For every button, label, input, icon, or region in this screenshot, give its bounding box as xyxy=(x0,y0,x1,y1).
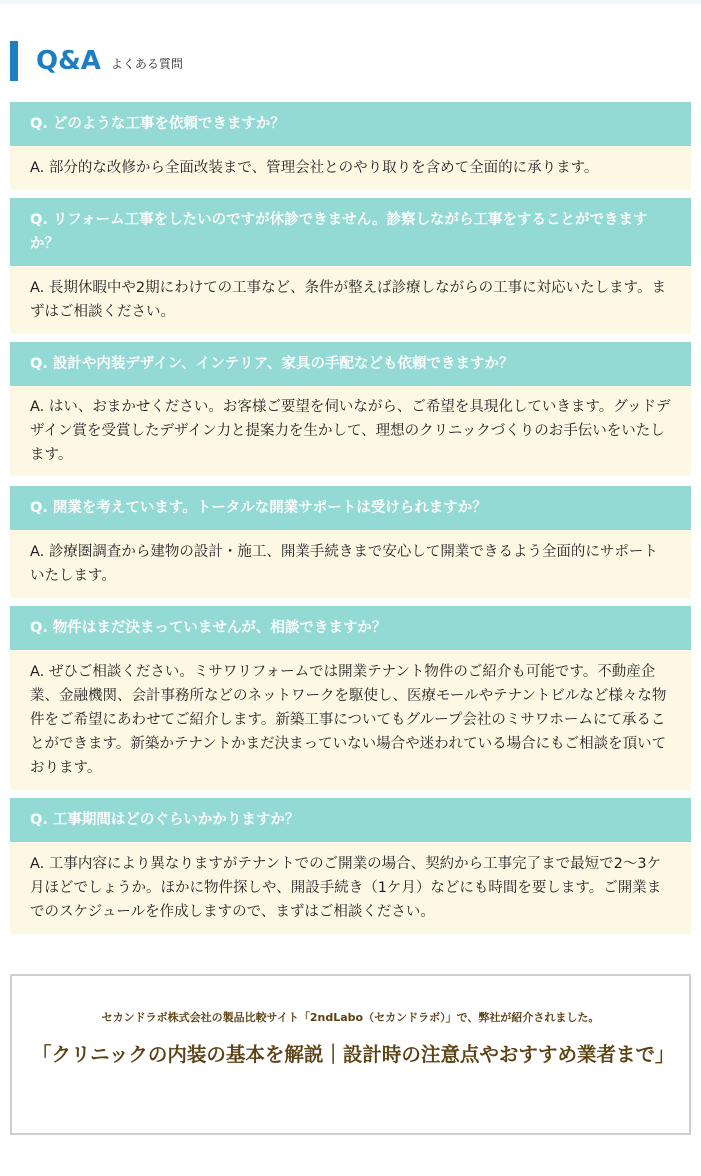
media-feature-box xyxy=(10,974,691,1135)
faq-item xyxy=(10,102,691,190)
faq-answer: A. はい、おまかせください。お客様ご要望を伺いながら、ご希望を具現化していきます。グッドデザイン賞を受賞したデザイン力と提案力を生かして、理想のクリニックづくりのお手伝いをいたします。 xyxy=(10,386,691,476)
heading-accent-bar xyxy=(10,41,18,81)
faq-question: Q. 設計や内装デザイン、インテリア、家具の手配なども依頼できますか？ xyxy=(10,342,691,386)
section-heading xyxy=(10,41,183,81)
faq-answer: A. ぜひご相談ください。ミサワリフォームでは開業テナント物件のご紹介も可能です。不動産企業、金融機関、会計事務所などのネットワークを駆使し、医療モールやテナントビルなど様々な物件をご希望にあわせてご紹介します。新築工事についてもグループ会社のミサワホームにて承ることができます。新築かテナントかまだ決まっていない場合や迷われている場合にもご相談を頂いております。 xyxy=(10,650,691,790)
faq-answer: A. 長期休暇中や2期にわけての工事など、条件が整えば診療しながらの工事に対応いたします。まずはご相談ください。 xyxy=(10,266,691,334)
faq-question: Q. 物件はまだ決まっていませんが、相談できますか？ xyxy=(10,606,691,650)
top-divider xyxy=(0,0,701,4)
faq-item xyxy=(10,606,691,790)
media-feature-link[interactable]: 「クリニックの内装の基本を解説｜設計時の注意点やおすすめ業者まで」 xyxy=(32,1043,675,1066)
faq-item xyxy=(10,798,691,934)
faq-question: Q. リフォーム工事をしたいのですが休診できません。診察しながら工事をすることができますか？ xyxy=(10,198,691,266)
faq-answer: A. 部分的な改修から全面改装まで、管理会社とのやり取りを含めて全面的に承ります。 xyxy=(10,146,691,190)
section-subtitle: よくある質問 xyxy=(110,56,183,71)
faq-question: Q. 開業を考えています。トータルな開業サポートは受けられますか？ xyxy=(10,486,691,530)
section-title: Q&A xyxy=(36,46,101,76)
faq-answer: A. 診療圏調査から建物の設計・施工、開業手続きまで安心して開業できるよう全面的にサポートいたします。 xyxy=(10,530,691,598)
faq-question: Q. どのような工事を依頼できますか？ xyxy=(10,102,691,146)
faq-item xyxy=(10,342,691,476)
faq-answer: A. 工事内容により異なりますがテナントでのご開業の場合、契約から工事完了まで最短で2〜3ケ月ほどでしょうか。ほかに物件探しや、開設手続き（1ケ月）などにも時間を要します。ご開業までのスケジュールを作成しますので、まずはご相談ください。 xyxy=(10,842,691,934)
media-feature-note: セカンドラボ株式会社の製品比較サイト「2ndLabo（セカンドラボ）」で、弊社が紹介されました。 xyxy=(101,1011,600,1024)
faq-item xyxy=(10,486,691,598)
faq-question: Q. 工事期間はどのぐらいかかりますか？ xyxy=(10,798,691,842)
faq-item xyxy=(10,198,691,334)
